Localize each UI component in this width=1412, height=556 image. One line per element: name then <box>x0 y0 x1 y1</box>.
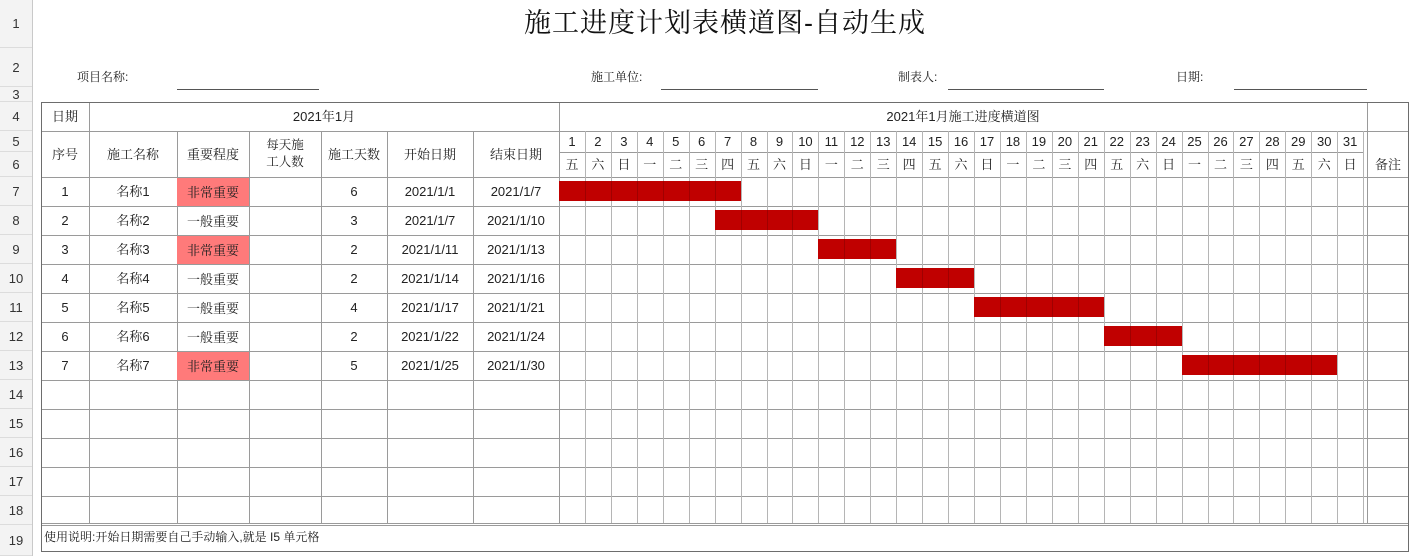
gantt-bar-divider <box>585 181 586 201</box>
day-number-11: 11 <box>824 134 839 149</box>
row-header-2[interactable]: 2 <box>0 48 32 87</box>
task-seq: 7 <box>61 358 69 373</box>
gantt-bar-divider <box>663 181 664 201</box>
row-header-12[interactable]: 12 <box>0 322 32 351</box>
task-daily-workers <box>249 264 321 293</box>
task-name: 名称6 <box>116 329 150 344</box>
gantt-bar-divider <box>689 181 690 201</box>
gantt-bar-divider <box>1156 326 1157 346</box>
day-number-23: 23 <box>1135 134 1150 149</box>
gantt-bar-divider <box>611 181 612 201</box>
gantt-title: 2021年1月施工进度横道图 <box>886 109 1040 124</box>
row-header-3[interactable]: 3 <box>0 87 32 102</box>
task-end-date: 2021/1/10 <box>487 213 545 228</box>
task-seq: 6 <box>61 329 69 344</box>
gantt-bar-divider <box>767 210 768 230</box>
day-number-5: 5 <box>672 134 680 149</box>
weekday-21: 四 <box>1084 157 1098 172</box>
weekday-4: 一 <box>643 157 657 172</box>
gantt-bar-divider <box>948 268 949 288</box>
gantt-bar-task-6 <box>1104 326 1182 346</box>
task-seq: 1 <box>61 184 69 199</box>
grid-line-v <box>896 131 897 523</box>
date-header: 日期 <box>51 109 78 124</box>
gantt-bar-divider <box>1130 326 1131 346</box>
task-start-date: 2021/1/14 <box>401 271 459 286</box>
day-number-4: 4 <box>646 134 654 149</box>
grid-line-v <box>948 131 949 523</box>
day-number-15: 15 <box>927 134 943 149</box>
weekday-7: 四 <box>721 157 735 172</box>
task-daily-workers <box>249 293 321 322</box>
daily-workers-header: 每天施工人数 <box>266 138 304 169</box>
task-name: 名称5 <box>116 300 150 315</box>
gantt-bar-divider <box>1233 355 1234 375</box>
gantt-bar-divider <box>1285 355 1286 375</box>
task-daily-workers <box>249 177 321 206</box>
row-header-18[interactable]: 18 <box>0 496 32 525</box>
gantt-bar-divider <box>1078 297 1079 317</box>
day-number-19: 19 <box>1031 134 1047 149</box>
day-number-13: 13 <box>876 134 891 149</box>
grid-line-v <box>741 131 742 523</box>
task-duration: 2 <box>350 329 358 344</box>
grid-line-v <box>792 131 793 523</box>
date-label: 日期: <box>1176 69 1204 84</box>
task-end-date: 2021/1/13 <box>487 242 545 257</box>
task-start-date: 2021/1/7 <box>404 213 456 228</box>
task-name: 名称7 <box>116 358 150 373</box>
task-importance: 一般重要 <box>186 213 239 229</box>
day-number-31: 31 <box>1342 134 1358 149</box>
task-duration: 6 <box>350 184 358 199</box>
gantt-bar-divider <box>922 268 923 288</box>
gantt-bar-task-3 <box>818 239 896 259</box>
weekday-16: 六 <box>954 157 968 172</box>
grid-line-v <box>1182 131 1183 523</box>
task-importance: 非常重要 <box>177 352 249 380</box>
gantt-bar-divider <box>1052 297 1053 317</box>
task-name: 名称2 <box>116 213 150 228</box>
task-seq: 3 <box>61 242 69 257</box>
gantt-bar-divider <box>1026 297 1027 317</box>
row-header-6[interactable]: 6 <box>0 152 32 177</box>
gantt-bar-divider <box>1311 355 1312 375</box>
day-number-22: 22 <box>1109 134 1124 149</box>
gantt-bar-divider <box>1208 355 1209 375</box>
day-number-21: 21 <box>1083 134 1098 149</box>
task-importance: 非常重要 <box>177 236 249 264</box>
start-date-header: 开始日期 <box>403 146 456 162</box>
month-header: 2021年1月 <box>292 109 356 124</box>
gantt-bar-divider <box>792 210 793 230</box>
row-header-8[interactable]: 8 <box>0 206 32 235</box>
day-number-14: 14 <box>901 134 917 149</box>
grid-line-v <box>767 131 768 523</box>
task-daily-workers <box>249 351 321 380</box>
weekday-30: 六 <box>1317 157 1331 172</box>
weekday-28: 四 <box>1265 157 1279 172</box>
task-name: 名称1 <box>116 184 150 199</box>
task-daily-workers <box>249 206 321 235</box>
day-number-2: 2 <box>594 134 602 149</box>
row-header-4[interactable]: 4 <box>0 102 32 131</box>
task-end-date: 2021/1/24 <box>487 329 545 344</box>
task-start-date: 2021/1/1 <box>404 184 456 199</box>
day-number-6: 6 <box>698 134 706 149</box>
day-number-12: 12 <box>850 134 865 149</box>
project-name-field[interactable] <box>177 89 319 90</box>
weekday-18: 一 <box>1006 157 1020 172</box>
task-end-date: 2021/1/21 <box>487 300 545 315</box>
weekday-9: 六 <box>772 157 786 172</box>
day-number-28: 28 <box>1265 134 1280 149</box>
task-name: 名称4 <box>116 271 150 286</box>
task-end-date: 2021/1/7 <box>490 184 542 199</box>
grid-line-h <box>41 496 1409 497</box>
gantt-bar-divider <box>870 239 871 259</box>
grid-line-v <box>1363 131 1364 523</box>
grid-line-v <box>1052 131 1053 523</box>
row-header-9[interactable]: 9 <box>0 235 32 264</box>
gantt-bar-task-5 <box>974 297 1104 317</box>
weekday-12: 二 <box>850 157 864 172</box>
weekday-24: 日 <box>1162 157 1176 172</box>
row-header-17[interactable]: 17 <box>0 467 32 496</box>
task-start-date: 2021/1/22 <box>401 329 459 344</box>
row-header-1[interactable]: 1 <box>0 0 32 48</box>
day-number-20: 20 <box>1057 134 1073 149</box>
task-start-date: 2021/1/25 <box>401 358 459 373</box>
grid-line-h <box>41 438 1409 439</box>
row-header-15[interactable]: 15 <box>0 409 32 438</box>
weekday-26: 二 <box>1213 157 1227 172</box>
row-header-11[interactable]: 11 <box>0 293 32 322</box>
row-header-14[interactable]: 14 <box>0 380 32 409</box>
sheet-title: 施工进度计划表横道图-自动生成 <box>524 7 926 38</box>
gantt-bar-divider <box>741 210 742 230</box>
grid-line-v <box>870 131 871 523</box>
gantt-bar-divider <box>844 239 845 259</box>
grid-line-v <box>922 131 923 523</box>
grid-line-h <box>41 467 1409 468</box>
grid-line-v <box>1311 131 1312 523</box>
grid-line-v <box>1026 131 1027 523</box>
weekday-20: 三 <box>1058 157 1072 172</box>
task-daily-workers <box>249 235 321 264</box>
date-field[interactable] <box>1234 89 1367 90</box>
weekday-29: 五 <box>1291 157 1305 172</box>
weekday-5: 二 <box>669 157 683 172</box>
task-importance: 非常重要 <box>177 178 249 206</box>
day-number-8: 8 <box>749 134 758 149</box>
day-number-10: 10 <box>798 134 813 149</box>
grid-line-v <box>1078 131 1079 523</box>
task-start-date: 2021/1/11 <box>401 242 459 257</box>
weekday-22: 五 <box>1110 157 1124 172</box>
weekday-13: 三 <box>876 157 890 172</box>
task-seq: 2 <box>61 213 69 228</box>
usage-note: 使用说明:开始日期需要自己手动输入,就是 I5 单元格 <box>44 530 320 544</box>
maker-label: 制表人: <box>898 69 938 84</box>
weekday-1: 五 <box>565 157 579 172</box>
weekday-19: 二 <box>1032 157 1046 172</box>
gantt-bar-task-1 <box>559 181 741 201</box>
maker-field[interactable] <box>948 89 1104 90</box>
remark-header: 备注 <box>1374 157 1401 172</box>
day-number-9: 9 <box>775 134 784 149</box>
weekday-17: 日 <box>980 157 994 172</box>
weekday-27: 三 <box>1239 157 1253 172</box>
grid-line-v <box>1208 131 1209 523</box>
weekday-6: 三 <box>695 157 709 172</box>
weekday-23: 六 <box>1136 157 1150 172</box>
task-seq: 5 <box>61 300 69 315</box>
task-duration: 2 <box>350 242 358 257</box>
day-number-7: 7 <box>723 134 732 149</box>
day-number-16: 16 <box>953 134 969 149</box>
row-header-13[interactable]: 13 <box>0 351 32 380</box>
grid-line-v <box>1259 131 1260 523</box>
day-number-18: 18 <box>1005 134 1021 149</box>
seq-header: 序号 <box>51 146 78 162</box>
gantt-bar-task-4 <box>896 268 974 288</box>
gantt-bar-divider <box>1000 297 1001 317</box>
task-duration: 3 <box>350 213 358 228</box>
task-importance: 一般重要 <box>186 300 239 316</box>
weekday-14: 四 <box>902 157 916 172</box>
row-header-5[interactable]: 5 <box>0 131 32 152</box>
name-header: 施工名称 <box>106 146 159 162</box>
weekday-3: 日 <box>617 157 631 172</box>
task-daily-workers <box>249 322 321 351</box>
task-start-date: 2021/1/17 <box>401 300 459 315</box>
task-end-date: 2021/1/16 <box>487 271 545 286</box>
grid-line-h <box>41 380 1409 381</box>
grid-line-v <box>818 131 819 523</box>
grid-line-v <box>1337 131 1338 523</box>
construction-unit-field[interactable] <box>661 89 818 90</box>
duration-header: 施工天数 <box>327 146 380 162</box>
day-number-1: 1 <box>568 134 576 149</box>
day-number-29: 29 <box>1291 134 1306 149</box>
row-header-16[interactable]: 16 <box>0 438 32 467</box>
grid-line-v <box>1285 131 1286 523</box>
weekday-8: 五 <box>747 157 761 172</box>
task-seq: 4 <box>61 271 69 286</box>
weekday-10: 日 <box>798 157 812 172</box>
weekday-11: 一 <box>824 157 838 172</box>
gantt-bar-divider <box>715 181 716 201</box>
day-number-26: 26 <box>1213 134 1228 149</box>
project-name-label: 项目名称: <box>77 69 129 84</box>
task-importance: 一般重要 <box>186 271 239 287</box>
task-name: 名称3 <box>116 242 150 257</box>
grid-line-v <box>974 131 975 523</box>
grid-line-v <box>1000 131 1001 523</box>
weekday-25: 一 <box>1188 157 1202 172</box>
row-header-19[interactable]: 19 <box>0 525 32 556</box>
gantt-bar-divider <box>637 181 638 201</box>
task-duration: 4 <box>350 300 358 315</box>
weekday-2: 六 <box>591 157 605 172</box>
weekday-31: 日 <box>1343 157 1357 172</box>
task-end-date: 2021/1/30 <box>487 358 545 373</box>
task-duration: 5 <box>350 358 358 373</box>
day-number-25: 25 <box>1187 134 1202 149</box>
task-duration: 2 <box>350 271 358 286</box>
grid-line-v <box>1233 131 1234 523</box>
gantt-bar-divider <box>1259 355 1260 375</box>
day-number-24: 24 <box>1161 134 1176 149</box>
grid-line-h <box>41 409 1409 410</box>
task-importance: 一般重要 <box>186 329 239 345</box>
importance-header: 重要程度 <box>186 146 239 162</box>
construction-unit-label: 施工单位: <box>591 69 643 84</box>
row-header-10[interactable]: 10 <box>0 264 32 293</box>
grid-line-v <box>844 131 845 523</box>
day-number-30: 30 <box>1316 134 1332 149</box>
day-number-27: 27 <box>1239 134 1254 149</box>
end-date-header: 结束日期 <box>489 146 542 162</box>
day-number-3: 3 <box>620 134 628 149</box>
weekday-15: 五 <box>928 157 942 172</box>
row-header-7[interactable]: 7 <box>0 177 32 206</box>
day-number-17: 17 <box>979 134 995 149</box>
